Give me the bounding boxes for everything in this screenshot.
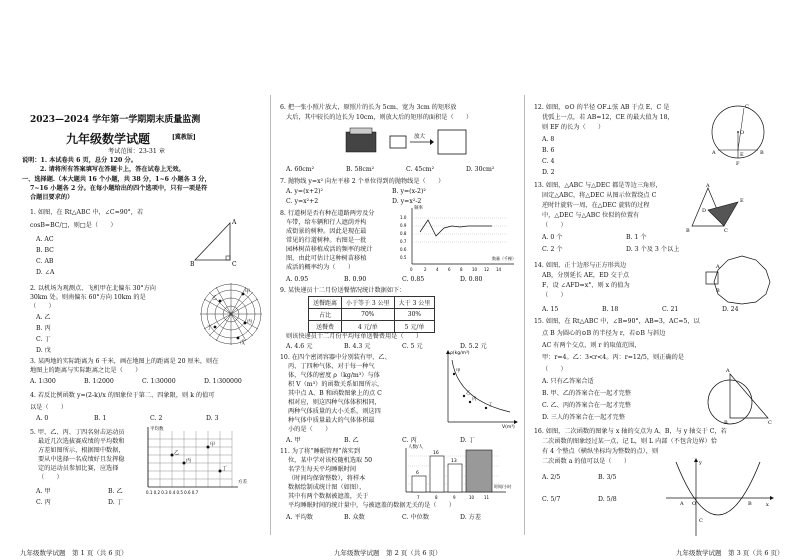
q6-enlarge-label: 放大 [414, 134, 426, 140]
svg-text:C: C [232, 261, 237, 268]
q13-line-4: 中，△DEC 与△ABC 位似的位置有 [542, 212, 640, 219]
q4-option-b: B. 1 [94, 415, 107, 422]
q11-line-5: 数据绘制成统计图（如图）， [288, 484, 366, 491]
table-row [309, 297, 435, 309]
q8-frequency-line-chart [398, 204, 522, 276]
svg-text:A: A [726, 368, 730, 374]
q13-option-c: C. 2 个 [542, 246, 563, 253]
q8-xtick: 6 [448, 267, 451, 272]
q8-option-c: C. 0.85 [402, 276, 425, 283]
page2-footer: 九年级数学试题 第 2 页（共 6 页） [334, 549, 442, 557]
q10-option-a: A. 甲 [286, 437, 301, 444]
page-divider [270, 95, 271, 535]
svg-text:D: D [702, 208, 707, 214]
q5-chart-xlabel: 方差 [238, 480, 247, 485]
q14-line-2: AB，分别延长 AE，ED 交于点 [542, 272, 630, 279]
q1-option-a: A. AC [36, 236, 54, 243]
q3-option-c: C. 1∶30000 [142, 378, 176, 385]
q8-xtick: 12 [484, 267, 490, 272]
q15-line-3: AC 有两个交点，则 r 的取值范围， [542, 342, 641, 349]
svg-text:E: E [740, 152, 744, 158]
q10-line-8: 种气体中质量最大的气体体积最 [288, 417, 375, 424]
q16-option-b: B. 3/5 [598, 474, 617, 481]
q11-bar-label: 16 [433, 451, 439, 456]
q7-option-d: D. y=x²-2 [392, 198, 422, 205]
q5-line-6: （ ） [38, 474, 63, 481]
q11-line-2: 位，某中学对该校随机选取 50 [288, 457, 373, 464]
q1-option-d: D. ∠A [36, 269, 55, 276]
q8-option-a: A. 0.95 [286, 276, 309, 283]
q10-point-label: 乙 [466, 391, 471, 396]
q8-ytick: 1.0 [400, 215, 407, 220]
q12-line-2: 优弧上一点，若 AB=12，CE 的最大值为 18， [542, 114, 674, 121]
q11-option-c: C. 中位数 [402, 514, 430, 521]
svg-text:B: B [724, 420, 728, 426]
table-row [309, 309, 435, 321]
q11-bar-label: 13 [451, 459, 457, 464]
q10-point-label: 丁 [488, 403, 493, 408]
q3-option-a: A. 1∶300 [30, 378, 56, 385]
q15-line-2: 点 B 为圆心的⊙B 的半径为 r，若⊙B 与斜边 [542, 330, 666, 337]
q11-line-4: （时间均保留整数），将样本 [288, 475, 366, 482]
q8-option-b: B. 0.90 [344, 276, 367, 283]
q14-option-b: B. 18 [602, 306, 619, 313]
q2-polar-radar-figure [200, 283, 262, 345]
q8-line-5: 园林树苗移植成活的频率的统计 [286, 246, 373, 253]
q15-option-a: A. 只有乙答案合适 [542, 378, 594, 385]
q13-option-b: B. 1 个 [626, 234, 647, 241]
q4-option-a: A. 0 [36, 415, 49, 422]
q15-option-b: B. 甲、乙的答案合在一起才完整 [542, 390, 631, 397]
q11-option-b: B. 众数 [344, 514, 365, 521]
q2-label-wu: 戊 [240, 340, 246, 346]
q11-option-a: A. 平均数 [286, 514, 313, 521]
q2-line-3: （ ） [30, 303, 55, 310]
q13-line-1: 13. 如图，△ABC 与△DEC 都是等边三角形， [534, 182, 662, 189]
q7-line-1: 7. 抛物线 y=x² 向左平移 2 个单位得到的抛物线是（ ） [280, 178, 445, 185]
q4-line-1: 4. 若反比例函数 y=(2-k)/x 的图象位于第二、四象限，则 k 的值可 [30, 392, 215, 399]
svg-text:A: A [706, 183, 710, 189]
q8-xtick: 10 [472, 267, 478, 272]
q10-line-1: 10. 在四个密闭容器中分别装有甲、乙、 [280, 354, 391, 361]
q5-point-label-jia: 甲 [210, 442, 216, 448]
q5-scatter-grid-figure [138, 425, 256, 497]
q8-ytick: 0.5 [400, 255, 407, 260]
table-cell: 占比 [309, 309, 342, 321]
q8-line-1: 8. 行道树是否有种在道路两旁及分 [280, 210, 375, 217]
q2-option-a: A. 乙 [36, 314, 51, 321]
q3-option-d: D. 1∶300000 [204, 378, 242, 385]
q9-option-a: A. 4.6 元 [286, 343, 313, 350]
q9-option-b: B. 4.3 元 [344, 343, 371, 350]
q12-option-a: A. 8 [542, 136, 555, 143]
q6-option-a: A. 60cm² [286, 166, 315, 173]
q11-line-7: 平均睡眠时间的统计量中，与被遮盖的数据无关的是（ ） [288, 502, 456, 509]
q15-line-4: 甲：r=4。乙：3<r<4。丙：r=12/5，则正确的是 [542, 354, 684, 361]
q2-option-b: B. 丙 [36, 325, 51, 332]
q11-bar-label: 6 [416, 471, 419, 476]
q14-line-1: 14. 如图，正十边形与正方形共边 [534, 262, 627, 269]
svg-text:B: B [716, 288, 720, 294]
q11-chart-ylabel: 人数/人 [408, 445, 424, 450]
q7-option-a: A. y=(x+2)² [286, 188, 324, 195]
q15-line-1: 15. 如图，在 Rt△ABC 中，∠B=90°，AB=3，AC=5，以 [534, 318, 700, 325]
q12-option-d: D. 2 [542, 169, 555, 176]
q16-option-d: D. 5/8 [598, 496, 617, 503]
q5-line-3: 方差如图所示，根据图中数据， [38, 447, 125, 454]
q6-option-c: C. 45cm² [406, 166, 435, 173]
q12-line-1: 12. 如图，⊙O 的半径 OF⊥弦 AB 于点 E，C 是 [534, 104, 670, 111]
svg-text:F: F [736, 161, 740, 167]
exam-page-2 [272, 0, 522, 560]
chart-bar [448, 464, 462, 492]
q6-line-2: 大后，其中较长的边长为 10cm，则放大后的矩形的面积是（ ） [286, 114, 473, 121]
q10-chart-xlabel: V(m³) [502, 425, 515, 430]
q4-option-c: C. 2 [150, 415, 163, 422]
q16-option-c: C. 5/7 [542, 496, 561, 503]
table-row [309, 321, 435, 333]
q16-line-2: 二次函数的图象经过某一点，记 L，则 L 内部（不包含边界）恰 [542, 438, 717, 445]
svg-text:A: A [232, 219, 237, 226]
q8-xtick: 8 [460, 267, 463, 272]
q1-option-b: B. BC [36, 247, 54, 254]
page-divider [524, 95, 525, 535]
note-line-1: 说明：1. 本试卷共 6 页，总分 120 分。 [22, 157, 137, 164]
svg-text:B: B [760, 150, 764, 156]
q10-point-label: 甲 [456, 369, 461, 374]
table-cell: 小于等于 3 公里 [342, 297, 395, 309]
q11-line-3: 名学生每天平均睡眠时间 [288, 466, 357, 473]
q12-line-3: 则 EF 的长为（ ） [542, 124, 605, 131]
q2-option-d: D. 戊 [36, 347, 51, 354]
q2-label-yi: 乙 [212, 295, 218, 301]
q1-line-1: 1. 如图，在 Rt△ABC 中，∠C=90°，若 [30, 209, 144, 216]
table-cell: 5 元/单 [394, 321, 435, 333]
q10-line-6: 相对应，则这四种气体体积相同， [288, 399, 381, 406]
q14-option-d: D. 24 [722, 306, 739, 313]
q5-chart-ylabel: 平均数 [150, 427, 164, 432]
q8-ytick: 0.8 [400, 231, 407, 236]
table-cell: 大于 3 公里 [394, 297, 435, 309]
table-cell: 送餐费 [309, 321, 342, 333]
q12-option-b: B. 6 [542, 147, 555, 154]
q10-option-d: D. 丁 [460, 437, 475, 444]
q7-option-c: C. y=x²+2 [286, 198, 319, 205]
q16-line-1: 16. 如图，二次函数的图象与 x 轴的交点为 A、B，与 y 轴交于 C，若 [534, 428, 727, 435]
q6-line-1: 6. 把一张小照片放大，原照片的长为 5cm、宽为 3cm 的矩形放 [280, 104, 457, 111]
q1-line-2: cosB=BC/□，则□是（ ） [30, 222, 117, 229]
q14-option-c: C. 21 [662, 306, 679, 313]
svg-text:B: B [748, 501, 752, 507]
q11-sleep-bar-chart [396, 444, 520, 502]
page3-footer: 九年级数学试题 第 3 页（共 6 页） [676, 549, 784, 557]
section1-line-2: 7~16 小题各 2 分。在每小题给出的四个选项中，只有一项是符 [30, 185, 208, 192]
svg-text:B: B [686, 228, 690, 234]
q16-parabola-figure [662, 458, 774, 538]
table-cell: 4 元/单 [342, 321, 395, 333]
svg-text:x: x [766, 502, 769, 508]
q3-line-2: 地图上的距离与实际距离之比是（ ） [30, 367, 142, 374]
q5-point-label-bing: 丙 [186, 458, 192, 464]
q16-option-a: A. 2/5 [542, 474, 561, 481]
exam-page-1 [0, 0, 268, 560]
q16-line-4: 二次函数 a 的值可以是（ ） [542, 458, 631, 465]
q1-right-triangle-figure [190, 218, 260, 268]
page1-footer: 九年级数学试题 第 1 页（共 6 页） [20, 549, 128, 557]
q2-line-2: 30km 处。则南偏东 60°方向 10km 的是 [30, 294, 146, 301]
q11-line-1: 11. 为了将“睡眠管理”落实到 [280, 448, 361, 455]
chart-bar [412, 476, 426, 492]
q11-line-6: 其中有两个数据被遮盖，关于 [288, 493, 369, 500]
q10-line-7: 两种气体质量的大小关系，则这四 [288, 408, 381, 415]
q2-label-jia: 甲 [245, 289, 251, 295]
q10-line-3: 体，气体的密度 ρ（kg/m³）与体 [288, 372, 380, 379]
exam-main-title: 九年级数学试题 [66, 132, 151, 146]
q13-option-d: D. 3 个及 3 个以上 [626, 246, 680, 253]
q2-label-bing: 丙 [247, 319, 253, 325]
q8-line-7: 成活的概率约为（ ） [286, 264, 355, 271]
q8-ytick: 0.6 [400, 247, 407, 252]
section1-line-3: 合题目要求的） [30, 194, 74, 201]
q5-option-c: C. 丙 [36, 499, 51, 506]
q12-circle-chord-figure [704, 104, 774, 168]
q11-xtick: 11 [484, 495, 490, 500]
q2-line-1: 2. 以机场为观测点，飞机甲在北偏东 30°方向 [30, 285, 156, 292]
svg-text:O: O [692, 501, 697, 507]
q8-line-4: 常见的行道树种。右图是一批 [286, 237, 367, 244]
exam-page-3 [526, 0, 794, 560]
q5-line-4: 要从中选择一名成绩好且发挥稳 [38, 456, 125, 463]
q11-xtick: 7 [417, 495, 420, 500]
q13-line-5: （ ） [542, 222, 567, 229]
q3-line-1: 3. 某两地的实际距离为 6 千米，画在地图上的距离是 20 厘米，则在 [30, 358, 219, 365]
q15-line-5: （ ） [542, 366, 567, 373]
q10-option-c: C. 丙 [402, 437, 417, 444]
q9-line-1: 9. 某快递员十二月份送餐情况统计数据如下： [280, 287, 406, 294]
q8-ytick: 0.9 [400, 223, 407, 228]
q5-option-d: D. 丁 [108, 499, 123, 506]
exam-range: 考试范围：23-31 章 [108, 148, 165, 155]
q13-line-3: 逆时针旋转一周，在△DEC 旋转的过程 [542, 202, 650, 209]
table-cell: 30% [394, 309, 435, 321]
covered-bars-mask [466, 450, 492, 492]
svg-text:E: E [740, 198, 744, 204]
q14-decagon-square-figure [702, 254, 782, 306]
section1-line-1: 一、选择题.（本大题共 16 个小题，共 38 分，1~6 小题各 3 分， [22, 176, 211, 183]
q9-option-d: D. 5.2 元 [460, 343, 487, 350]
q6-photo-enlarge-figure [342, 126, 472, 162]
q8-option-d: D. 0.80 [460, 276, 483, 283]
q8-xtick: 4 [436, 267, 439, 272]
q10-density-volume-graph [440, 350, 520, 430]
q9-line-2: 则该快递员十二月份平均每单送餐费用是（ ） [286, 333, 423, 340]
q11-xtick: 9 [453, 495, 456, 500]
q15-option-c: C. 乙、丙的答案合在一起才完整 [542, 402, 631, 409]
q5-line-2: 最近几次选拔赛成绩的平均数和 [38, 438, 125, 445]
q2-option-c: C. 丁 [36, 336, 51, 343]
q10-chart-ylabel: ρ(kg/m³) [450, 351, 470, 356]
q11-xtick: 10 [469, 495, 475, 500]
q10-point-label: 丙 [472, 397, 477, 402]
q10-line-2: 丙、丁四种气体，对于每一种气 [288, 363, 375, 370]
q11-chart-xlabel: 时间/小时 [494, 484, 512, 489]
q6-option-b: B. 58cm² [346, 166, 375, 173]
q5-chart-xticks: 0.1 0.2 0.3 0.4 0.5 0.6 0.7 [146, 490, 199, 495]
q8-line-3: 成街景的树种。因此是现在最 [286, 228, 367, 235]
q8-xtick: 2 [424, 267, 427, 272]
q11-xtick: 8 [435, 495, 438, 500]
edition-label: [冀教版] [172, 134, 196, 141]
svg-text:B: B [190, 261, 195, 268]
svg-text:C: C [745, 104, 749, 110]
svg-text:C: C [768, 420, 772, 426]
svg-text:A: A [712, 150, 716, 156]
q9-option-c: C. 5 元 [402, 343, 423, 350]
q10-line-5: 其中点 A、B 和函数图象上的点 C [288, 390, 382, 397]
q5-option-a: A. 甲 [36, 488, 51, 495]
q16-line-3: 有 4 个整点（横纵坐标均为整数的点），则 [542, 448, 659, 455]
q5-line-1: 5. 甲、乙、丙、丁四名射击运动员 [30, 429, 125, 436]
q12-option-c: C. 4 [542, 158, 555, 165]
q10-line-9: 小的是（ ） [288, 426, 332, 433]
chart-bar [430, 456, 444, 492]
q5-point-label-yi: 乙 [174, 450, 180, 456]
q11-option-d: D. 方差 [460, 514, 482, 521]
table-cell: 送餐距离 [309, 297, 342, 309]
printer-icon [346, 132, 376, 152]
svg-text:C: C [724, 228, 728, 234]
q8-ytick: 0.7 [400, 239, 407, 244]
q8-chart-xlabel: 数量（千棵） [492, 256, 516, 261]
svg-text:A: A [716, 264, 720, 270]
q5-option-b: B. 乙 [108, 488, 123, 495]
q10-line-4: 积 V（m³）的函数关系如图所示， [288, 381, 384, 388]
q9-delivery-table [308, 296, 435, 333]
q8-chart-ylabel: 频率 [414, 206, 423, 211]
note-line-2: 2. 请将所有答案填写在答题卡上，答在试卷上无效。 [40, 166, 185, 173]
svg-text:A: A [680, 501, 684, 507]
svg-text:O: O [740, 130, 745, 136]
table-cell: 70% [342, 309, 395, 321]
q8-line-6: 图，由此可估计这种树苗移植 [286, 255, 367, 262]
q3-option-b: B. 1∶2000 [84, 378, 114, 385]
q10-option-b: B. 乙 [344, 437, 359, 444]
q14-option-a: A. 15 [542, 306, 559, 313]
q1-option-c: C. AB [36, 258, 54, 265]
svg-text:C: C [699, 518, 703, 524]
exam-header-title: 2023—2024 学年第一学期期末质量监测 [30, 115, 201, 125]
q13-option-a: A. 0 个 [542, 234, 563, 241]
q6-option-d: D. 30cm² [466, 166, 495, 173]
q13-equilateral-triangles-figure [686, 182, 756, 234]
q8-line-2: 车带，给车辆和行人遮荫并构 [286, 219, 367, 226]
q13-line-2: 固定△ABC，将△DEC 从图示位置绕点 C [542, 192, 657, 199]
q15-option-d: D. 三人的答案合在一起才完整 [542, 414, 625, 421]
q2-label-ding: 丁 [207, 325, 213, 331]
q4-option-d: D. 3 [206, 415, 219, 422]
q8-xtick: 14 [496, 267, 502, 272]
q5-point-label-ding: 丁 [222, 466, 228, 472]
svg-text:y: y [699, 460, 702, 466]
q14-line-3: F，设 ∠AFD=x°，则 x 的值为 [542, 282, 630, 289]
q8-xtick: 0 [410, 267, 413, 272]
q5-line-5: 定的运动员参加比赛，应选择 [38, 465, 119, 472]
q15-circle-triangle-figure [706, 366, 776, 426]
q4-line-2: 以是（ ） [30, 404, 68, 411]
q7-option-b: B. y=(x-2)² [392, 188, 426, 195]
q14-line-4: （ ） [542, 292, 567, 299]
